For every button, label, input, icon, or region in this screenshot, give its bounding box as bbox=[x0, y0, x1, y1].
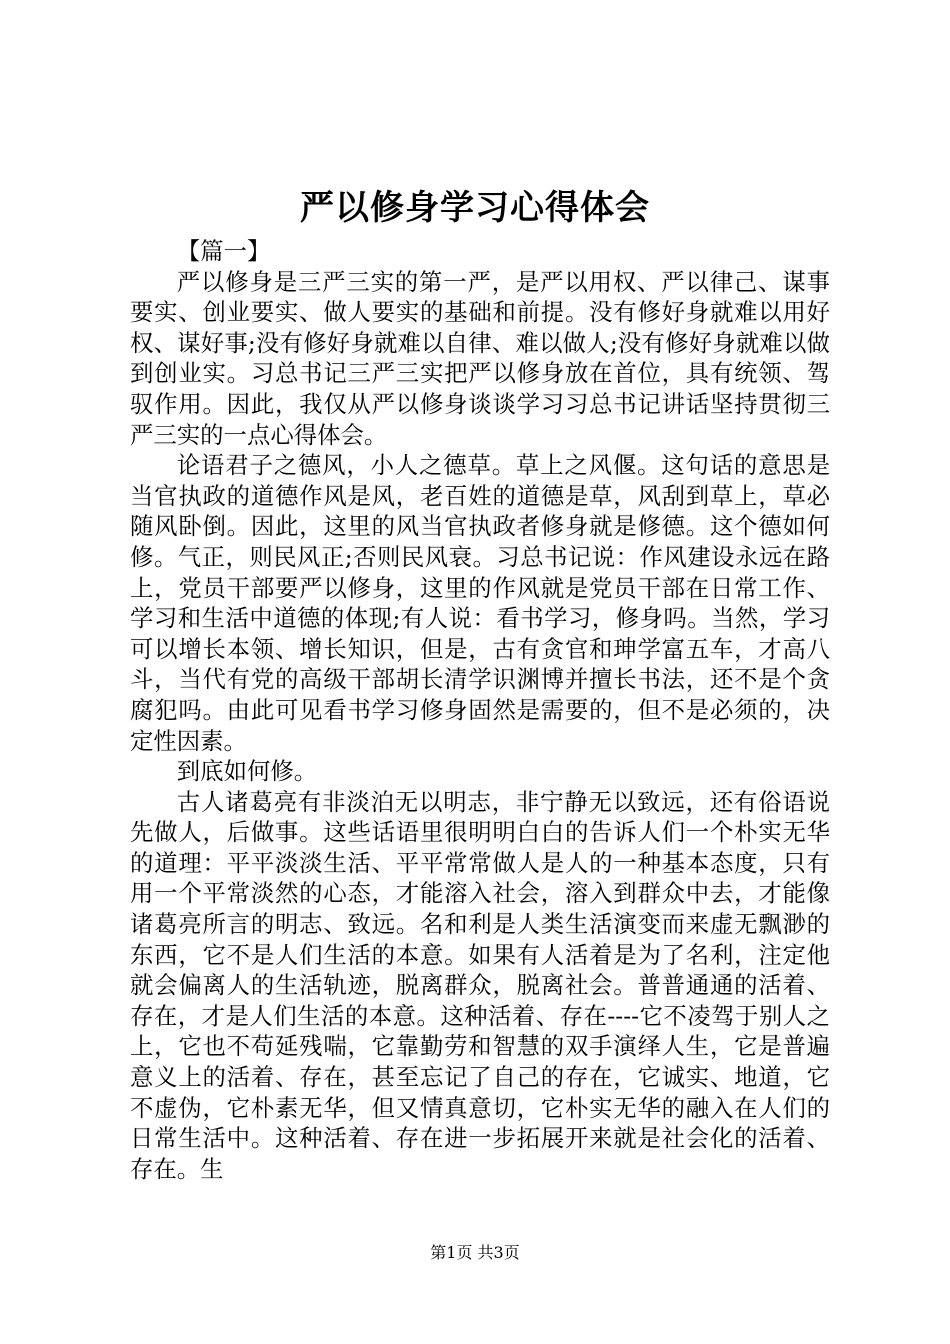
paragraph: 论语君子之德风，小人之德草。草上之风偃。这句话的意思是当官执政的道德作风是风，老百姓的道德是草，风刮到草上，草必随风卧倒。因此，这里的风当官执政者修身就是修德。这个德如何修。气正，则民风正;否则民风衰。习总书记说：作风建设永远在路上，党员干部要严以修身，这里的作风就是党员干部在日常工作、学习和生活中道德的体现;有人说：看书学习，修身吗。当然，学习可以增长本领、增长知识，但是，古有贪官和珅学富五车，才高八斗，当代有党的高级干部胡长清学识渊博并擅长书法，还不是个贪腐犯吗。由此可见看书学习修身固然是需要的，但不是必须的，决定性因素。 bbox=[130, 451, 830, 755]
paragraph: 严以修身是三严三实的第一严，是严以用权、严以律己、谋事要实、创业要实、做人要实的基础和前提。没有修好身就难以用好权、谋好事;没有修好身就难以自律、难以做人;没有修好身就难以做到创业实。习总书记三严三实把严以修身放在首位，具有统领、驾驭作用。因此，我仅从严以修身谈谈学习习总书记讲话坚持贯彻三严三实的一点心得体会。 bbox=[130, 267, 830, 449]
document-title: 严以修身学习心得体会 bbox=[300, 188, 650, 228]
section-heading: 【篇一】 bbox=[176, 237, 271, 265]
paragraph: 到底如何修。 bbox=[176, 757, 318, 786]
page-footer: 第1页 共3页 bbox=[430, 1243, 520, 1262]
paragraph: 古人诸葛亮有非淡泊无以明志，非宁静无以致远，还有俗语说先做人，后做事。这些话语里很明明白白的告诉人们一个朴实无华的道理：平平淡淡生活、平平常常做人是人的一种基本态度，只有用一个平常淡然的心态，才能溶入社会，溶入到群众中去，才能像诸葛亮所言的明志、致远。名和利是人类生活演变而来虚无飘渺的东西，它不是人们生活的本意。如果有人活着是为了名利，注定他就会偏离人的生活轨迹，脱离群众，脱离社会。普普通通的活着、存在，才是人们生活的本意。这种活着、存在----它不凌驾于别人之上，它也不苟延残喘，它靠勤劳和智慧的双手演绎人生，它是普遍意义上的活着、存在，甚至忘记了自己的存在，它诚实、地道，它不虚伪，它朴素无华，但又情真意切，它朴实无华的融入在人们的日常生活中。这种活着、存在进一步拓展开来就是社会化的活着、存在。生 bbox=[130, 787, 830, 1183]
document-body bbox=[130, 236, 830, 1184]
